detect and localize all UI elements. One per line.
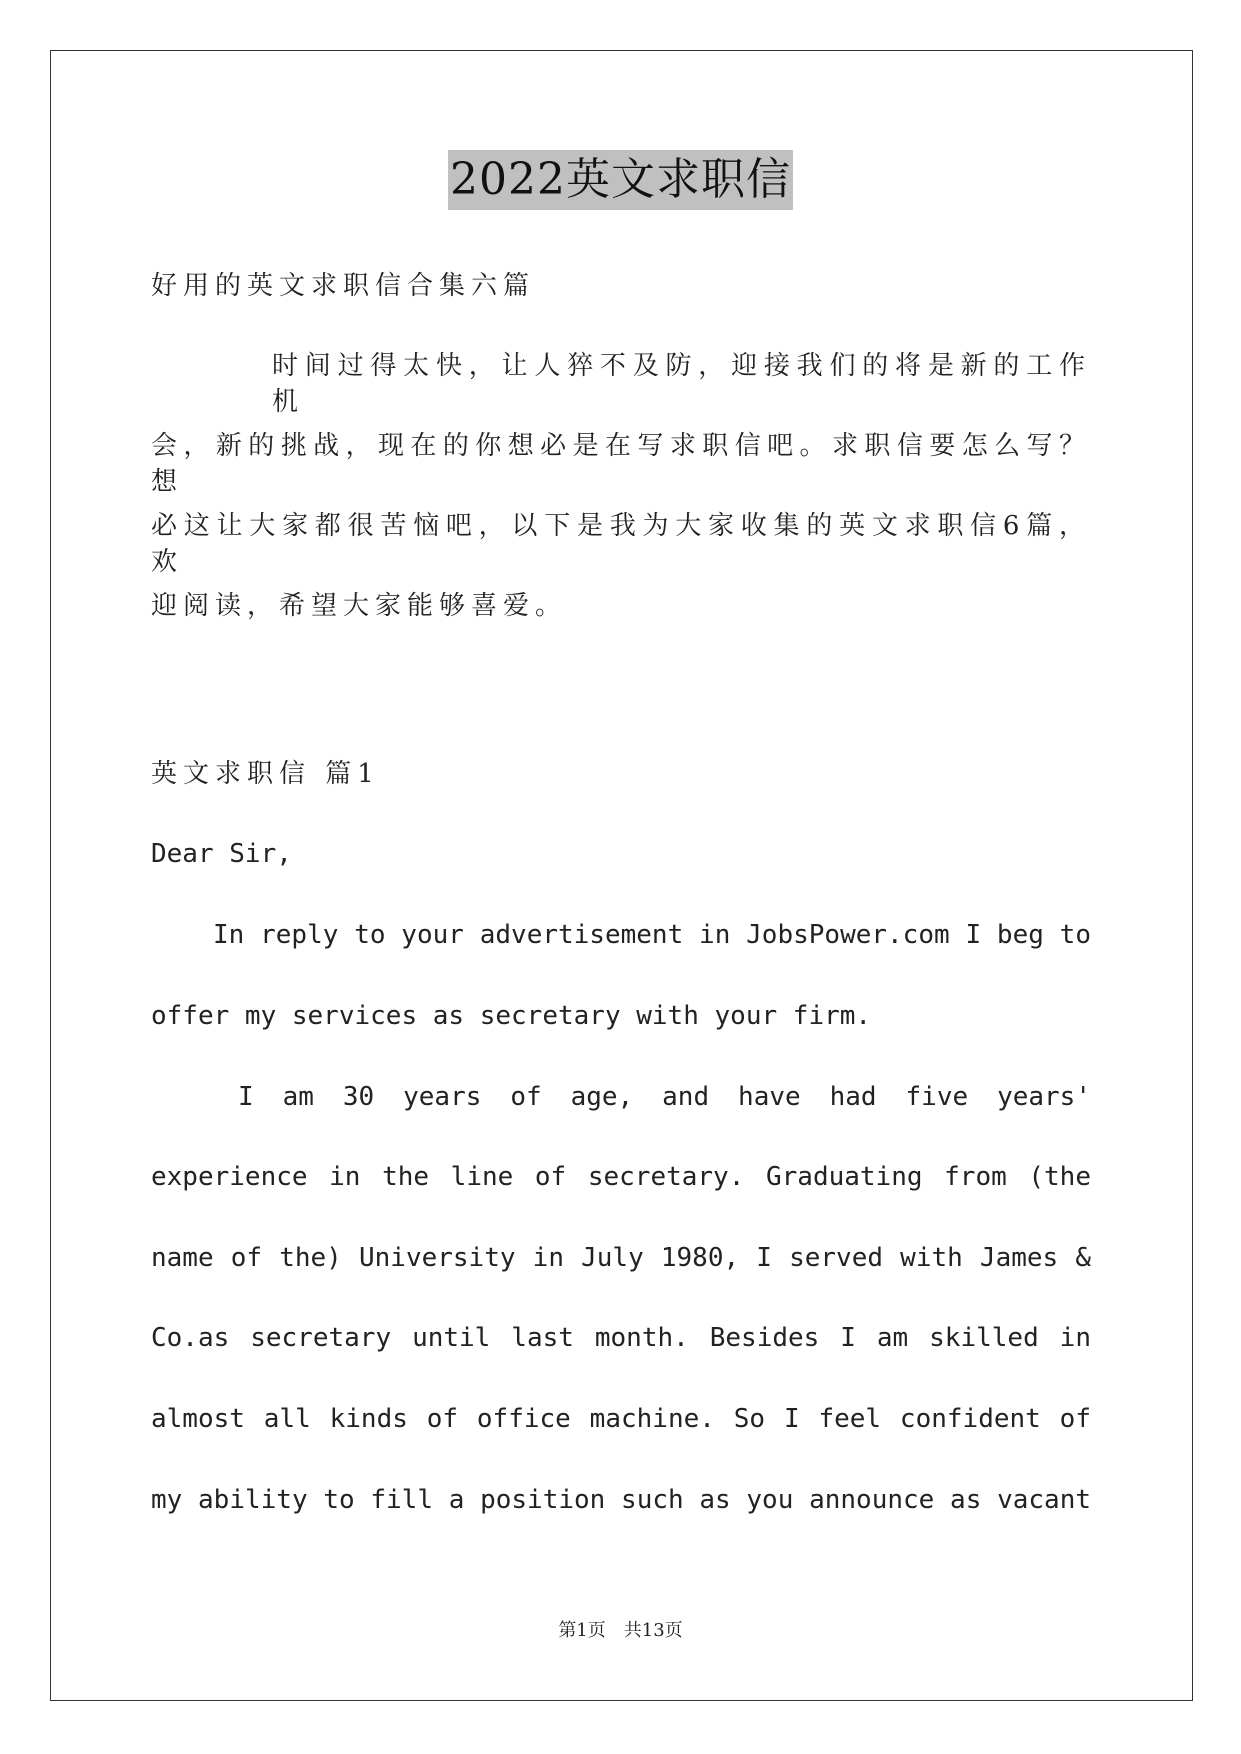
body-line-7: almost all kinds of office machine. So I feel confident of (151, 1404, 1091, 1434)
body-line-1: In reply to your advertisement in JobsPower.com I beg to (213, 920, 1091, 950)
body-line-5: name of the) University in July 1980, I served with James & (151, 1243, 1091, 1273)
intro-line-2: 会，新的挑战，现在的你想必是在写求职信吧。求职信要怎么写？想 (151, 431, 1091, 497)
intro-line-3: 必这让大家都很苦恼吧，以下是我为大家收集的英文求职信6篇，欢 (151, 511, 1091, 577)
title-wrapper (0, 150, 1241, 210)
salutation: Dear Sir, (151, 839, 292, 869)
document-title: 2022英文求职信 (448, 150, 793, 210)
section-heading: 英文求职信 篇1 (151, 759, 380, 789)
body-line-4: experience in the line of secretary. Graduating from (the (151, 1162, 1091, 1192)
body-line-3: I am 30 years of age, and have had five years' (238, 1082, 1091, 1112)
body-line-6: Co.as secretary until last month. Besides I am skilled in (151, 1323, 1091, 1353)
intro-line-4: 迎阅读，希望大家能够喜爱。 (151, 591, 568, 621)
body-line-8: my ability to fill a position such as you announce as vacant (151, 1485, 1091, 1515)
document-subtitle: 好用的英文求职信合集六篇 (151, 271, 536, 301)
page-footer: 第1页 共13页 (558, 1620, 683, 1641)
intro-line-1: 时间过得太快，让人猝不及防，迎接我们的将是新的工作机 (272, 351, 1091, 417)
body-line-2: offer my services as secretary with your firm. (151, 1001, 872, 1031)
